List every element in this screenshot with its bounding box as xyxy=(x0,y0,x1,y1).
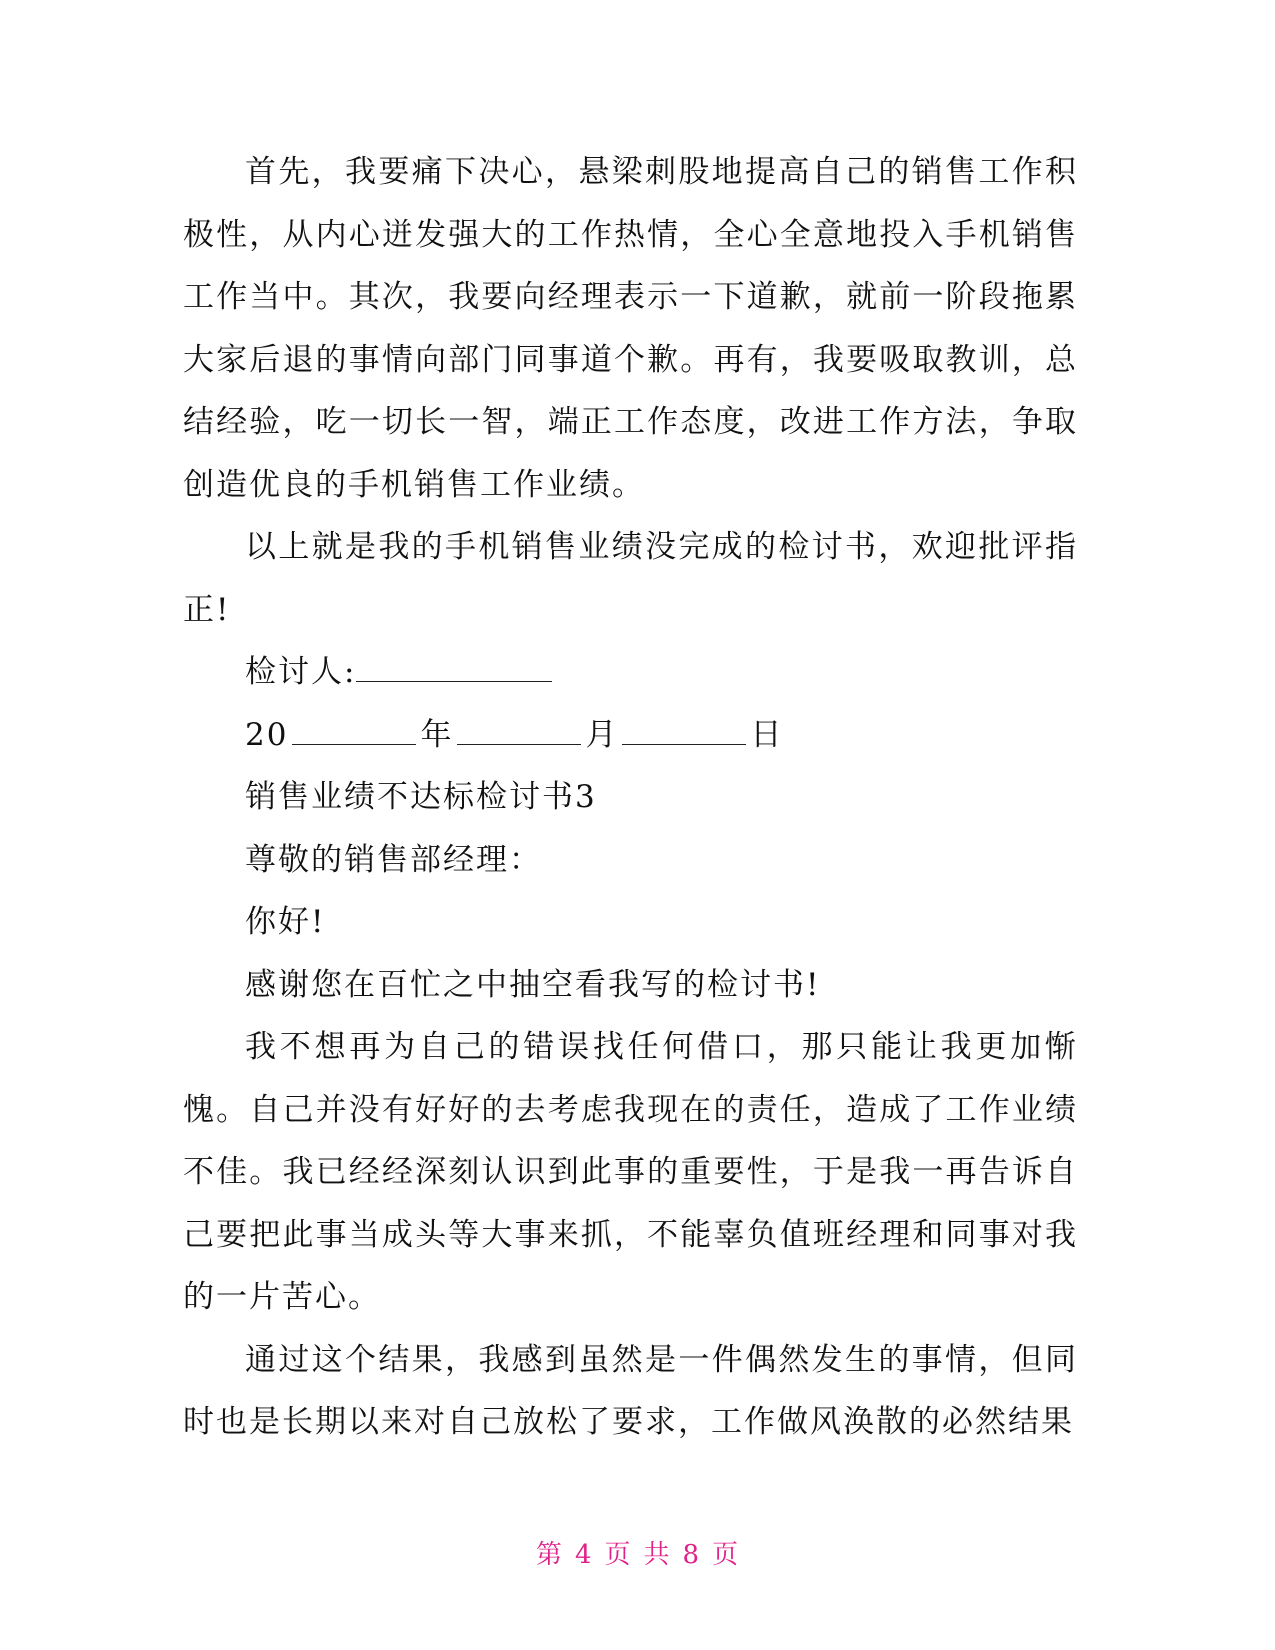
footer-current-page: 4 xyxy=(574,1540,593,1570)
paragraph-resolution: 首先，我要痛下决心，悬梁刺股地提高自己的销售工作积极性，从内心迸发强大的工作热情，全心全意地投入手机销售工作当中。其次，我要向经理表示一下道歉，就前一阶段拖累大家后退的事情向部门同事道个歉。再有，我要吸取教训，总结经验，吃一切长一智，端正工作态度，改进工作方法，争取创造优良的手机销售工作业绩。 xyxy=(183,154,1078,503)
date-line xyxy=(183,704,1078,767)
greeting: 你好! xyxy=(245,904,326,940)
footer-page-suffix: 页 xyxy=(712,1540,740,1570)
paragraph-reflection: 通过这个结果，我感到虽然是一件偶然发生的事情，但同时也是长期以来对自己放松了要求，工作做风涣散的必然结果 xyxy=(183,1341,1078,1440)
date-month-label: 月 xyxy=(585,716,619,753)
footer-total-label: 共 xyxy=(643,1540,671,1570)
page-number-footer xyxy=(0,1534,1275,1571)
date-prefix: 20 xyxy=(245,716,289,753)
day-blank xyxy=(622,720,746,745)
paragraph-closing: 以上就是我的手机销售业绩没完成的检讨书，欢迎批评指正! xyxy=(183,529,1078,628)
footer-total-pages: 8 xyxy=(682,1540,701,1570)
section-title: 销售业绩不达标检讨书3 xyxy=(245,779,597,815)
document-body xyxy=(183,141,1078,1454)
signer-label: 检讨人: xyxy=(245,654,357,690)
paragraph-apology: 我不想再为自己的错误找任何借口，那只能让我更加惭愧。自己并没有好好的去考虑我现在的责任，造成了工作业绩不佳。我已经经深刻认识到此事的重要性，于是我一再告诉自己要把此事当成头等大事来抓，不能辜负值班经理和同事对我的一片苦心。 xyxy=(183,1029,1078,1315)
thanks-line: 感谢您在百忙之中抽空看我写的检讨书! xyxy=(245,966,821,1003)
year-blank xyxy=(292,720,416,745)
date-year-label: 年 xyxy=(420,716,454,753)
salutation: 尊敬的销售部经理： xyxy=(245,841,542,878)
month-blank xyxy=(457,720,581,745)
footer-prefix: 第 xyxy=(535,1540,563,1570)
signer-blank xyxy=(356,657,552,682)
signer-line xyxy=(183,641,1078,704)
date-day-label: 日 xyxy=(750,716,784,753)
footer-page-label: 页 xyxy=(604,1540,632,1570)
